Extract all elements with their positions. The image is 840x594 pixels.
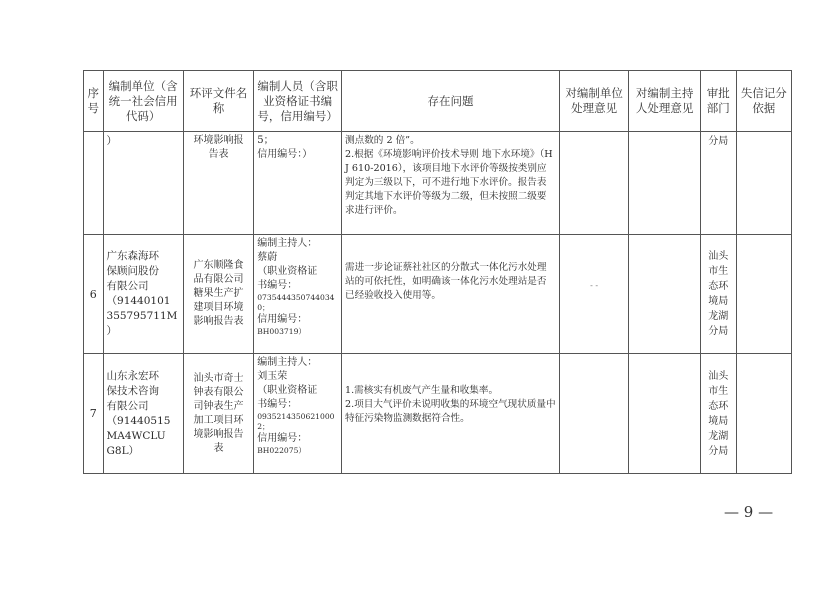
cell-issues (342, 235, 560, 354)
person-line: （职业资格证 (257, 266, 318, 277)
cell-host-opinion (629, 354, 701, 474)
cell-seq (84, 132, 104, 235)
cell-seq: 6 (84, 235, 104, 354)
cell-seq: 7 (84, 354, 104, 474)
unit-line: ） (106, 135, 118, 147)
person-line: BH003719） (257, 327, 306, 336)
person-line: 书编号： (257, 399, 298, 410)
unit-line: （91440515 (106, 414, 171, 427)
dept-line: 境局 (708, 296, 729, 307)
unit-line: MA4WCLU (106, 429, 166, 442)
doc-line: 汕头市奇士 (193, 372, 244, 384)
page-number: — 9 — (724, 503, 774, 521)
issue-line: 2.项目大气评价未说明收集的环境空气现状质量中特征污染物监测数据符合性。 (345, 399, 556, 424)
unit-line: 保技术咨询 (106, 384, 160, 397)
person-line: 编制主持人： (257, 357, 318, 368)
person-line: 编制主持人： (257, 238, 318, 249)
dept-line: 分局 (708, 136, 729, 147)
dept-line: 汕头 (708, 370, 729, 382)
issue-line: 2.根据《环境影响评价技术导则 地下水环境》（HJ 610-2016），该项目地下水评价等级按类别应判定为三级以下，可不进行地下水评价。报告表判定其地下水评价等级为二级，但未按照二级要求进行评价。 (345, 149, 553, 216)
header-dept: 审批部门 (700, 71, 736, 132)
doc-line: 广东顺隆食 (193, 260, 244, 271)
person-line: 信用编号：） (257, 149, 313, 160)
cell-unit-opinion (559, 132, 628, 235)
assessment-table (83, 70, 792, 474)
unit-line: （91440101 (106, 295, 171, 307)
dept-line: 分局 (708, 326, 729, 337)
cell-dept (700, 235, 736, 354)
unit-line: ） (106, 325, 118, 337)
person-line: 书编号： (257, 280, 298, 291)
unit-line: 有限公司 (106, 399, 149, 412)
table-header-row (84, 71, 792, 132)
person-line: 信用编号： (257, 314, 308, 325)
cell-dept (700, 354, 736, 474)
header-person: 编制人员（含职业资格证书编号，信用编号） (254, 71, 342, 132)
dept-line: 境局 (708, 415, 729, 427)
header-seq: 序号 (84, 71, 104, 132)
header-doc: 环评文件名称 (183, 71, 253, 132)
table-row (84, 354, 792, 474)
unit-line: 山东永宏环 (106, 369, 160, 382)
doc-line: 糖果生产扩 (193, 288, 244, 299)
unit-line: 广东森海环 (106, 250, 160, 262)
issue-line: 需进一步论证蔡社社区的分散式一体化污水处理站的可依托性，如明确该一体化污水处理站是否已经验收投入使用等。 (345, 262, 547, 301)
person-line: 09352143506210002； (257, 412, 335, 431)
dept-line: 态环 (708, 281, 729, 292)
header-unit: 编制单位（含统一社会信用代码） (103, 71, 183, 132)
unit-line: 有限公司 (106, 280, 149, 292)
opinion-mark: - - (590, 281, 599, 290)
cell-unit (103, 132, 183, 235)
doc-line: 钟表有限公 (193, 386, 244, 398)
person-line: 蔡蔚 (257, 252, 278, 263)
issue-line: 测点数的 2 倍”。 (345, 135, 420, 146)
dept-line: 分局 (708, 445, 729, 457)
cell-person (254, 132, 342, 235)
unit-line: 保顾问股份 (106, 265, 160, 277)
doc-line: 境影响报告 (193, 428, 244, 440)
dept-line: 市生 (708, 266, 729, 277)
doc-line: 品有限公司 (193, 274, 244, 285)
table-row (84, 235, 792, 354)
header-issues: 存在问题 (342, 71, 560, 132)
doc-line: 告表 (208, 149, 229, 160)
dept-line: 市生 (708, 385, 729, 397)
cell-unit (103, 354, 183, 474)
header-unit-opinion: 对编制单位处理意见 (559, 71, 628, 132)
person-line: BH022075） (257, 446, 306, 455)
person-line: 刘玉荣 (257, 371, 288, 382)
dept-line: 龙湖 (708, 430, 729, 442)
person-line: 07354443507440340； (257, 293, 335, 312)
table-row (84, 132, 792, 235)
cell-doc (183, 132, 253, 235)
person-line: （职业资格证 (257, 385, 318, 396)
doc-line: 表 (213, 442, 224, 454)
cell-issues (342, 354, 560, 474)
doc-line: 建项目环境 (193, 302, 244, 313)
cell-issues (342, 132, 560, 235)
issue-line: 1.需核实有机废气产生量和收集率。 (345, 385, 499, 396)
doc-line: 加工项目环 (193, 414, 244, 426)
cell-host-opinion (629, 132, 701, 235)
cell-host-opinion (629, 235, 701, 354)
dept-line: 态环 (708, 400, 729, 412)
cell-doc (183, 235, 253, 354)
cell-person (254, 354, 342, 474)
cell-person (254, 235, 342, 354)
cell-credit (736, 235, 791, 354)
person-line: 信用编号： (257, 433, 308, 444)
person-line: 5； (257, 135, 274, 146)
cell-unit-opinion (559, 354, 628, 474)
header-host-opinion: 对编制主持人处理意见 (629, 71, 701, 132)
cell-unit (103, 235, 183, 354)
dept-line: 龙湖 (708, 311, 729, 322)
cell-doc (183, 354, 253, 474)
header-credit: 失信记分依据 (736, 71, 791, 132)
unit-line: G8L） (106, 444, 140, 457)
cell-dept (700, 132, 736, 235)
cell-credit (736, 132, 791, 235)
cell-credit (736, 354, 791, 474)
dept-line: 汕头 (708, 251, 729, 262)
cell-unit-opinion (559, 235, 628, 354)
unit-line: 355795711M (106, 310, 178, 322)
doc-line: 环境影响报 (193, 135, 244, 146)
doc-line: 司钟表生产 (193, 400, 244, 412)
doc-line: 影响报告表 (193, 316, 244, 327)
